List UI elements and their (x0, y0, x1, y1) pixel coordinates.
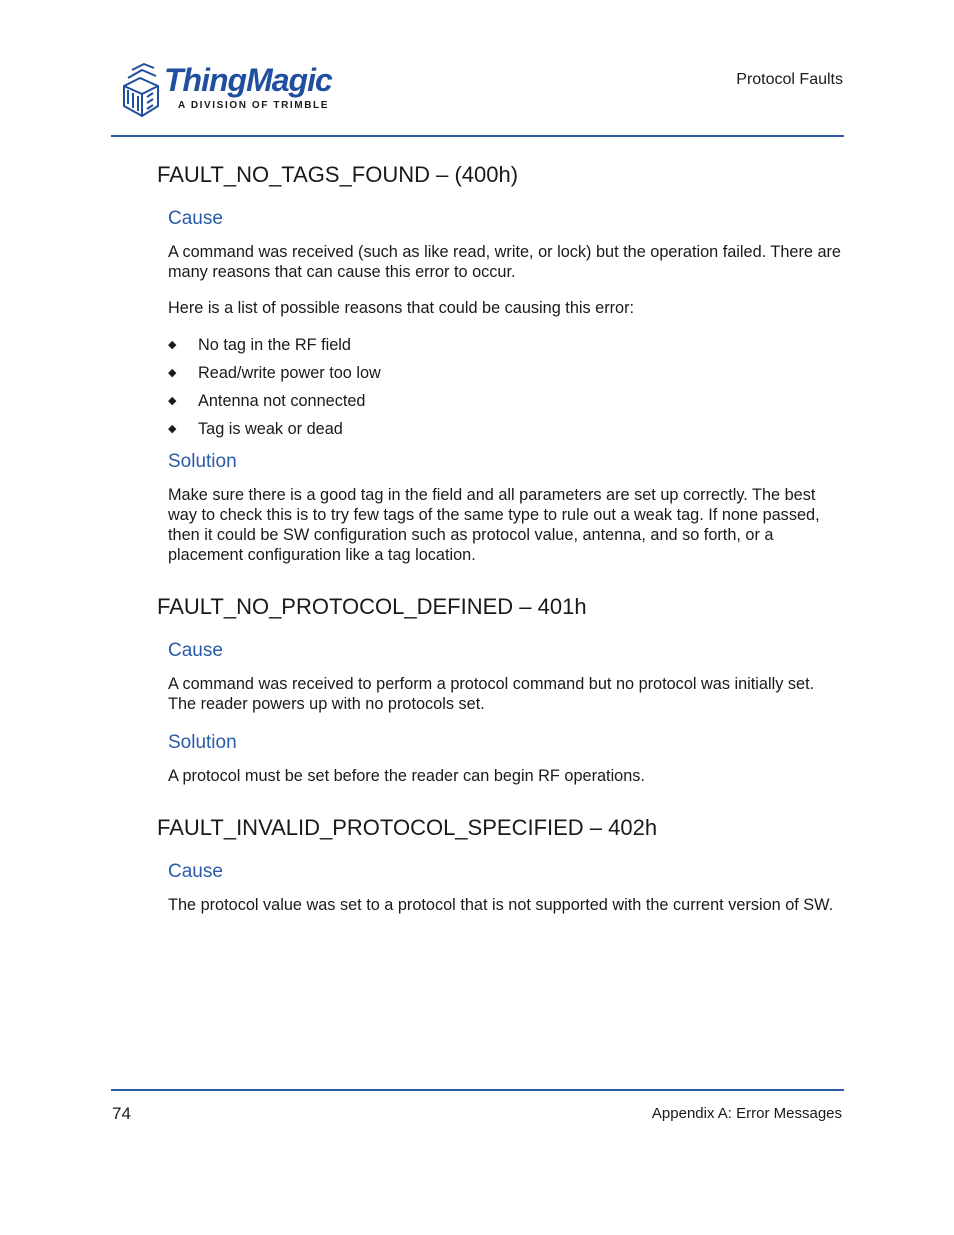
footer-rule (111, 1089, 844, 1091)
section-title-401h: FAULT_NO_PROTOCOL_DEFINED – 401h (157, 594, 587, 619)
cause-paragraph: The protocol value was set to a protocol that is not supported with the current version of SW. (168, 896, 834, 914)
list-item: ◆ No tag in the RF field (168, 336, 351, 354)
list-item: ◆ Tag is weak or dead (168, 420, 343, 438)
cause-heading: Cause (168, 208, 223, 229)
running-header: Protocol Faults (736, 71, 843, 88)
header-rule (111, 135, 844, 137)
reasons-list (157, 335, 841, 447)
list-item: ◆ Antenna not connected (168, 392, 366, 410)
solution-heading: Solution (168, 732, 237, 753)
section-title-402h: FAULT_INVALID_PROTOCOL_SPECIFIED – 402h (157, 815, 658, 840)
solution-paragraph: Make sure there is a good tag in the field and all parameters are set up correctly. The best way to check this is to try few tags of the same type to rule out a weak tag. If none passed, then it could be SW configuration such as protocol value, antenna, and so forth, or a placement configuration like a tag location. (168, 486, 820, 564)
diamond-bullet-icon: ◆ (168, 423, 177, 435)
list-item: ◆ Read/write power too low (168, 364, 381, 382)
cause-paragraph: A command was received to perform a protocol command but no protocol was initially set. The reader powers up with no protocols set. (168, 675, 815, 713)
cause-heading: Cause (168, 640, 223, 661)
logo-wordmark: ThingMagic (164, 62, 332, 98)
diamond-bullet-icon: ◆ (168, 339, 177, 351)
logo-tagline: A DIVISION OF TRIMBLE (178, 100, 330, 111)
page-content (157, 160, 841, 915)
thingmagic-logo (114, 60, 332, 120)
cause-heading: Cause (168, 861, 223, 882)
diamond-bullet-icon: ◆ (168, 367, 177, 379)
solution-paragraph: A protocol must be set before the reader can begin RF operations. (168, 767, 645, 785)
section-title-400h: FAULT_NO_TAGS_FOUND – (400h) (157, 162, 519, 187)
cube-stack-icon (114, 60, 170, 120)
page-number: 74 (112, 1104, 131, 1123)
cause-paragraph: A command was received (such as like read, write, or lock) but the operation failed. There are many reasons that can cause this error to occur. (168, 243, 841, 281)
reasons-intro: Here is a list of possible reasons that could be causing this error: (168, 299, 635, 317)
solution-heading: Solution (168, 451, 237, 472)
diamond-bullet-icon: ◆ (168, 395, 177, 407)
running-footer: Appendix A: Error Messages (651, 1105, 842, 1122)
